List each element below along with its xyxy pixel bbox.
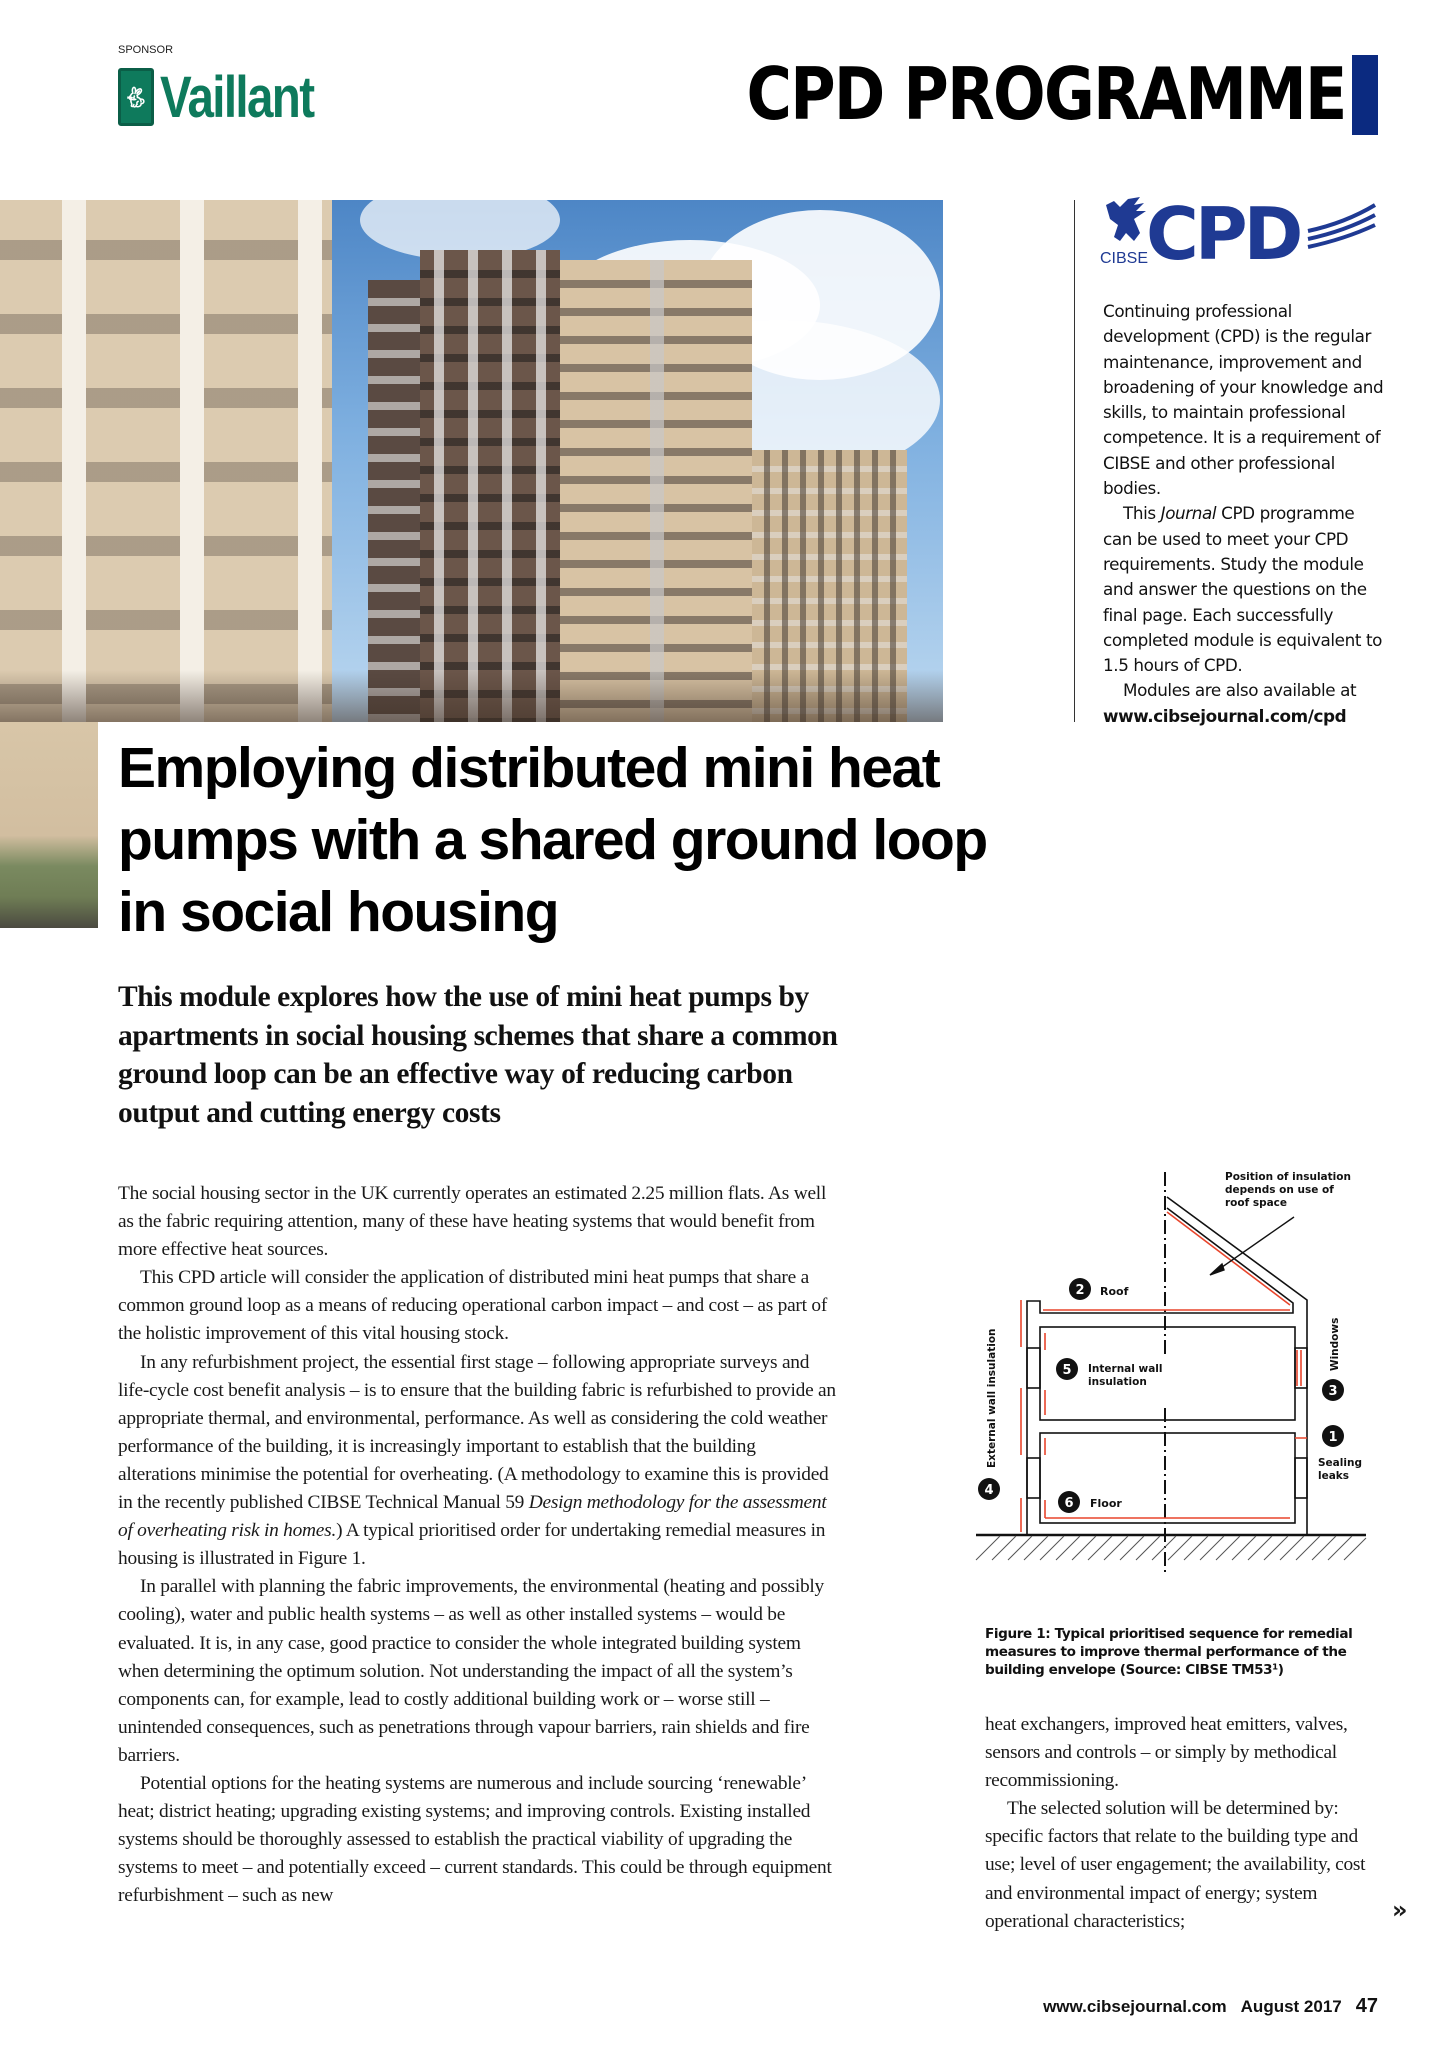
window-left-lower bbox=[1027, 1458, 1040, 1498]
cpd-programme-paragraph bbox=[1103, 501, 1388, 678]
footer-issue: August 2017 bbox=[1240, 1997, 1342, 2016]
double-chevron-right-icon: » bbox=[1392, 1896, 1408, 1924]
article-title: Employing distributed mini heat pumps with a shared ground loop in social housing bbox=[118, 736, 987, 944]
tower-blocks-photo bbox=[0, 200, 943, 722]
label-roof bbox=[1069, 1278, 1129, 1300]
article-standfirst: This module explores how the use of mini heat pumps by apartments in social housing schemes that share a common ground loop can be an effective way of reducing carbon output and cutting energy costs bbox=[118, 981, 838, 1129]
window-left-upper bbox=[1027, 1348, 1040, 1388]
body-paragraph: heat exchangers, improved heat emitters, valves, sensors and controls – or simply by methodical recommissioning. bbox=[985, 1714, 1348, 1792]
label-text: Internal wall insulation bbox=[1088, 1363, 1163, 1388]
label-text: Sealing leaks bbox=[1318, 1457, 1362, 1482]
cpd-intro-box bbox=[1103, 299, 1388, 729]
sponsor-label: SPONSOR bbox=[118, 44, 174, 56]
text-run: In any refurbishment project, the essential first stage – following appropriate surveys and life-cycle cost benefit analysis – is to ensure that the building fabric is refurbished to provide an appropriate thermal, and environmental, performance. As well as considering the cold weather performance of the building, it is increasingly important to establish that the building alterations minimise the potential for overheating. (A methodology to examine this is provided in the recently published CIBSE Technical Manual 59 bbox=[118, 1351, 836, 1514]
hare-logo-icon: 🐇︎ bbox=[118, 68, 154, 126]
arrow-icon bbox=[1210, 1217, 1294, 1275]
figure-building-section-diagram bbox=[960, 1150, 1400, 1620]
article-body-right bbox=[985, 1711, 1380, 1936]
vaillant-logo bbox=[118, 64, 363, 130]
body-paragraph: The selected solution will be determined by: specific factors that relate to the building type and use; level of user engagement; the availability, cost and environmental impact of energy; system operational characteristics; bbox=[985, 1798, 1366, 1932]
label-number: 2 bbox=[1075, 1283, 1085, 1298]
text-run: ) A typical prioritised order for undertaking remedial measures in housing is illustrated in Figure 1. bbox=[118, 1520, 826, 1570]
ground-hatch bbox=[976, 1536, 1366, 1560]
cibse-cpd-logo bbox=[1100, 193, 1380, 268]
article-header bbox=[118, 732, 1018, 1132]
label-text: Roof bbox=[1100, 1285, 1129, 1298]
cibse-crest-icon bbox=[1100, 197, 1148, 267]
cpd-logo-text: CPD bbox=[1146, 193, 1300, 268]
body-paragraph: This CPD article will consider the application of distributed mini heat pumps that share a common ground loop as a means of reducing operational carbon impact – and cost – as part of the holistic improvement of this vital housing stock. bbox=[118, 1267, 828, 1345]
body-paragraph bbox=[118, 1349, 838, 1574]
label-internal-wall bbox=[1056, 1358, 1163, 1388]
tm59-title: Design methodology for the assessment of overheating risk in homes. bbox=[118, 1492, 827, 1542]
page-footer bbox=[1043, 1995, 1378, 2018]
cibse-logo-text: CIBSE bbox=[1100, 250, 1149, 267]
label-external-wall bbox=[978, 1328, 1000, 1500]
journal-italic: Journal bbox=[1160, 503, 1217, 524]
text-run: This bbox=[1123, 503, 1161, 524]
body-paragraph: Potential options for the heating systems are numerous and include sourcing ‘renewable’ heat; district heating; upgrading existing systems; and improving controls. Existing installed systems should be thoroughly assessed to establish the practical viability of upgrading the systems to meet – and potentially exceed – current standards. This could be through equipment refurbishment – such as new bbox=[118, 1772, 832, 1907]
window-right-lower bbox=[1295, 1458, 1307, 1498]
photo-left-strip bbox=[0, 722, 98, 928]
upper-room bbox=[1040, 1327, 1295, 1420]
speed-lines-icon bbox=[1308, 205, 1375, 247]
body-paragraph: In parallel with planning the fabric improvements, the environmental (heating and possibly cooling), water and public health systems – as well as other installed systems – would be evaluated. It is, in any case, good practice to consider the whole integrated building system when determining the optimum solution. Not understanding the impact of all the system’s components can, for example, lead to costly additional building work or – worse still – unintended consequences, such as penetrations through vapour barriers, rain shields and fire barriers. bbox=[118, 1576, 824, 1766]
insulation-note: Position of insulation depends on use of roof space bbox=[1225, 1171, 1351, 1209]
label-number: 3 bbox=[1328, 1384, 1338, 1399]
label-number: 5 bbox=[1062, 1363, 1072, 1378]
body-paragraph: The social housing sector in the UK currently operates an estimated 2.25 million flats. As well as the fabric requiring attention, many of these have heating systems that would benefit from more effective heat sources. bbox=[118, 1183, 827, 1261]
lower-room bbox=[1040, 1433, 1295, 1523]
article-body bbox=[118, 1180, 838, 1910]
text-run: CPD programme can be used to meet your CPD requirements. Study the module and answer the questions on the final page. Each successfully completed module is equivalent to 1.5 hours of CPD. bbox=[1103, 503, 1383, 676]
cpd-intro-paragraph: Continuing professional development (CPD) is the regular maintenance, improvement and broadening of your knowledge and skills, to maintain professional competence. It is a requirement of CIBSE and other professional bodies. bbox=[1103, 301, 1384, 499]
figure-caption: Figure 1: Typical prioritised sequence for remedial measures to improve thermal performance of the building envelope (Source: CIBSE TM53¹) bbox=[985, 1626, 1353, 1678]
label-floor bbox=[1058, 1491, 1122, 1513]
modules-available-text: Modules are also available at bbox=[1123, 680, 1357, 701]
label-text: Floor bbox=[1090, 1497, 1122, 1510]
label-sealing-leaks bbox=[1318, 1425, 1362, 1482]
page-number: 47 bbox=[1355, 1995, 1378, 2017]
footer-url[interactable]: www.cibsejournal.com bbox=[1043, 1997, 1227, 2016]
column-divider bbox=[1074, 200, 1075, 722]
cpd-link[interactable]: www.cibsejournal.com/cpd bbox=[1103, 705, 1347, 726]
label-number: 6 bbox=[1064, 1496, 1074, 1511]
accent-bar bbox=[1352, 55, 1378, 135]
label-text: Windows bbox=[1329, 1317, 1341, 1371]
vaillant-wordmark: Vaillant bbox=[160, 64, 314, 130]
label-number: 1 bbox=[1328, 1430, 1338, 1445]
label-number: 4 bbox=[984, 1483, 994, 1498]
label-windows bbox=[1322, 1318, 1344, 1401]
label-text: External wall insulation bbox=[986, 1328, 998, 1468]
section-title: CPD PROGRAMME bbox=[746, 52, 1346, 136]
roof-outer-line bbox=[1167, 1197, 1307, 1535]
